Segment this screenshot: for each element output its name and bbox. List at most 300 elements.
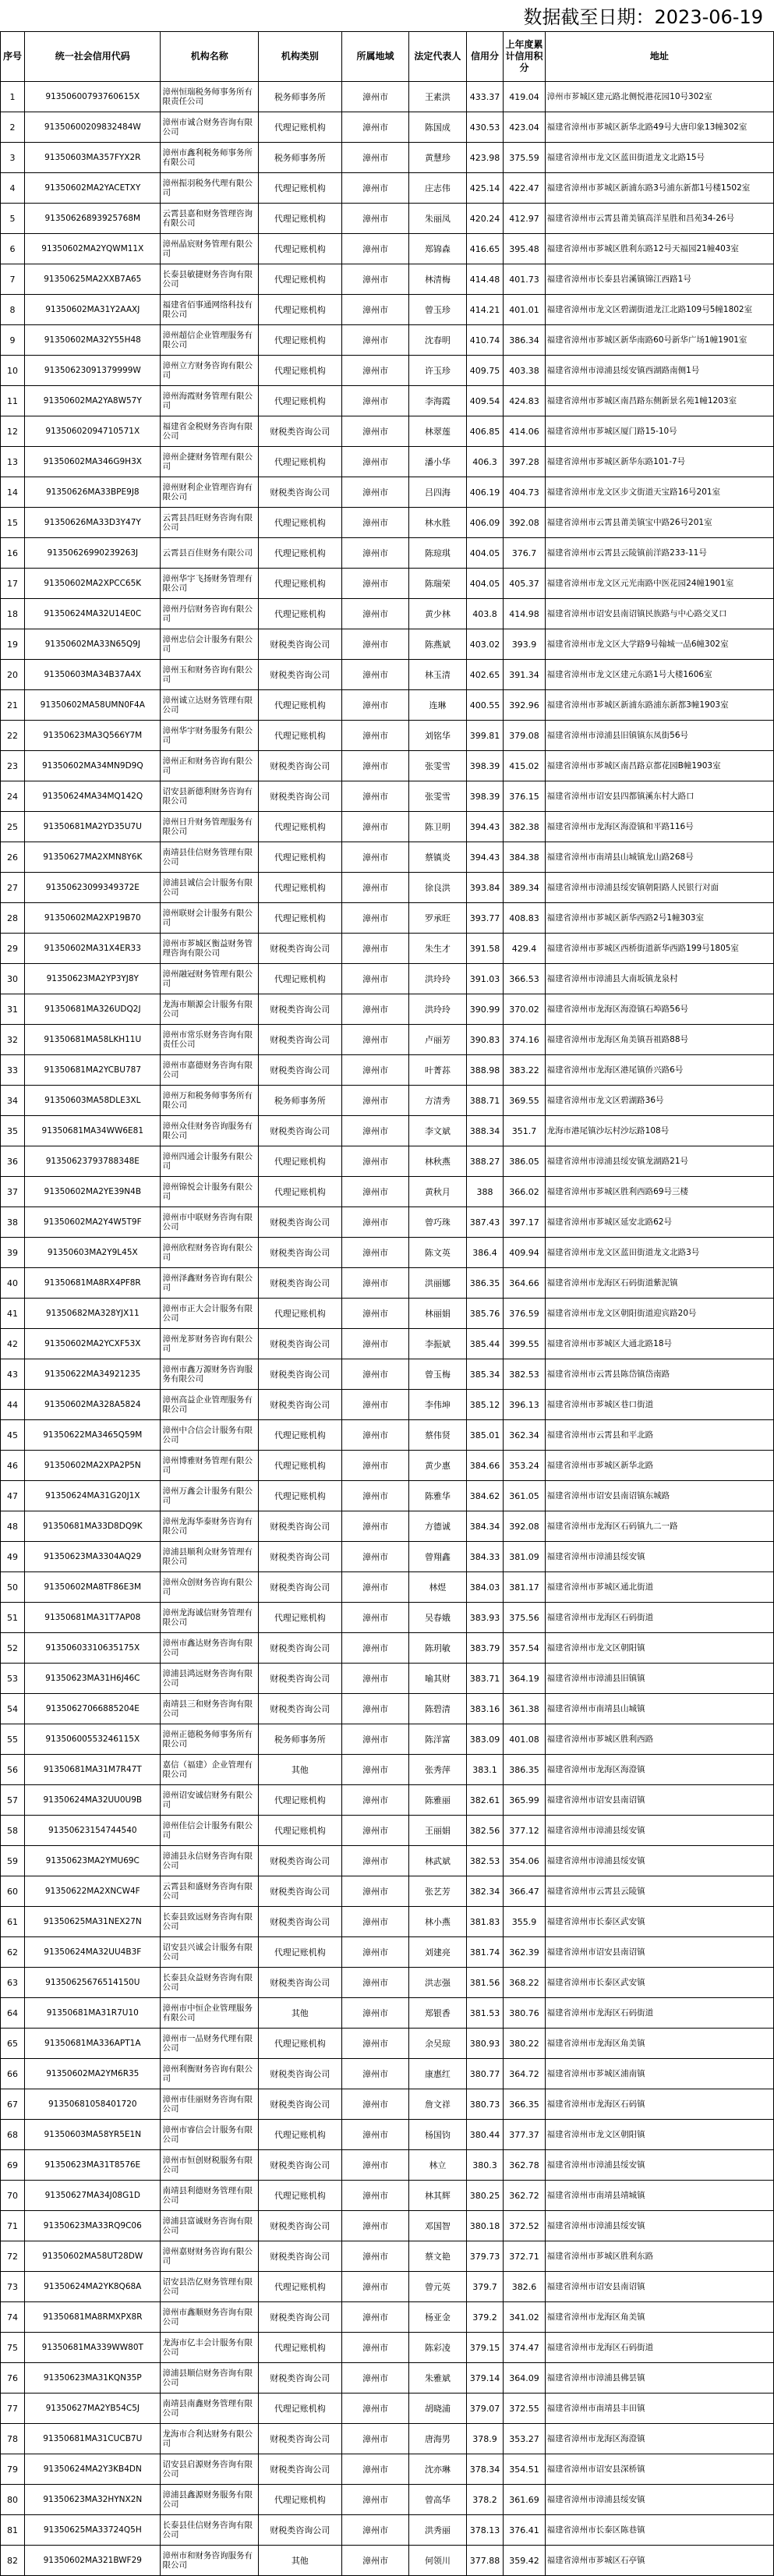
cell-credit-score: 406.85 (466, 416, 504, 447)
cell-seq: 35 (1, 1116, 25, 1146)
cell-agency-name: 漳州市佳丽财务咨询有限公司 (161, 2089, 259, 2120)
cell-region: 漳州市 (341, 234, 409, 264)
cell-address: 福建省漳州市龙海区石码街道 (545, 1603, 773, 1633)
cell-credit-code: 91350681MA336APT1A (25, 2029, 161, 2059)
cell-credit-code: 91350602MA2XP19B70 (25, 903, 161, 934)
cell-prev-year-score: 377.37 (504, 2120, 545, 2150)
cell-address: 福建省漳州市芗城区西桥街道新华西路199号1805室 (545, 934, 773, 964)
cell-agency-type: 代理记账机构 (259, 1603, 342, 1633)
cell-legal-rep: 曾高华 (409, 2485, 466, 2515)
cell-agency-type: 代理记账机构 (259, 2272, 342, 2302)
cell-credit-score: 379.07 (466, 2394, 504, 2424)
cell-credit-score: 390.83 (466, 1025, 504, 1055)
table-row (1, 2302, 774, 2333)
cell-agency-name: 漳州华宇财务服务有限公司 (161, 721, 259, 751)
cell-address: 福建省漳州市漳浦县绥安镇 (545, 2485, 773, 2515)
table-row (1, 2272, 774, 2302)
cell-prev-year-score: 419.04 (504, 82, 545, 112)
cell-agency-name: 漳州华宇飞扬财务管理有限公司 (161, 569, 259, 599)
cell-credit-code: 91350602MA31Y2AAXJ (25, 295, 161, 325)
cell-agency-name: 漳州正德税务师事务所有限公司 (161, 1724, 259, 1755)
cell-address: 福建省漳州市长泰区陈巷镇 (545, 2515, 773, 2546)
cell-credit-code: 91350681MA33D8DQ9K (25, 1511, 161, 1542)
cell-credit-score: 406.19 (466, 477, 504, 508)
cell-region: 漳州市 (341, 2211, 409, 2241)
table-row (1, 1694, 774, 1724)
cell-agency-type: 代理记账机构 (259, 1146, 342, 1177)
cell-address: 福建省漳州市云霄县莆美镇高洋星胜和昌苑34-26号 (545, 204, 773, 234)
cell-agency-name: 长泰县众益财务咨询有限公司 (161, 1968, 259, 1998)
cell-credit-score: 433.37 (466, 82, 504, 112)
cell-region: 漳州市 (341, 356, 409, 386)
cell-agency-name: 漳州中合信会计服务有限公司 (161, 1420, 259, 1451)
cell-agency-name: 漳州龙芗财务咨询有限公司 (161, 1329, 259, 1359)
cell-credit-score: 383.93 (466, 1603, 504, 1633)
table-row (1, 721, 774, 751)
cell-agency-type: 税务师事务所 (259, 1086, 342, 1116)
table-row (1, 660, 774, 690)
header-row (1, 32, 774, 82)
cell-agency-name: 漳州万和税务师事务所有限公司 (161, 1086, 259, 1116)
cell-agency-name: 云霄县百佳财务有限公司 (161, 538, 259, 569)
cell-agency-name: 龙海市顺源会计服务有限公司 (161, 994, 259, 1025)
cell-legal-rep: 洪秀丽 (409, 2515, 466, 2546)
cell-region: 漳州市 (341, 2302, 409, 2333)
cell-seq: 49 (1, 1542, 25, 1572)
cell-prev-year-score: 368.22 (504, 1968, 545, 1998)
cell-agency-name: 漳州万鑫会计服务有限公司 (161, 1481, 259, 1511)
cell-legal-rep: 林翠莲 (409, 416, 466, 447)
cell-credit-score: 377.88 (466, 2546, 504, 2576)
cell-legal-rep: 陈文英 (409, 1238, 466, 1268)
cell-legal-rep: 胡晓浦 (409, 2394, 466, 2424)
cell-seq: 14 (1, 477, 25, 508)
cell-credit-score: 380.18 (466, 2211, 504, 2241)
cell-legal-rep: 王丽娟 (409, 1816, 466, 1846)
cell-seq: 29 (1, 934, 25, 964)
cell-credit-score: 394.43 (466, 812, 504, 842)
cell-legal-rep: 方德诚 (409, 1511, 466, 1542)
cell-address: 福建省漳州市龙海区角美镇吾祖路88号 (545, 1025, 773, 1055)
cell-credit-code: 91350600209832484W (25, 112, 161, 143)
cell-agency-type: 财税类咨询公司 (259, 1846, 342, 1876)
cell-agency-type: 其他 (259, 2546, 342, 2576)
table-row (1, 356, 774, 386)
cell-legal-rep: 洪玲玲 (409, 994, 466, 1025)
cell-address: 福建省漳州市龙文区碧湖路36号 (545, 1086, 773, 1116)
cell-prev-year-score: 392.96 (504, 690, 545, 721)
cell-credit-score: 430.53 (466, 112, 504, 143)
cell-seq: 37 (1, 1177, 25, 1207)
cell-prev-year-score: 364.09 (504, 2363, 545, 2394)
cell-legal-rep: 林其辉 (409, 2181, 466, 2211)
cell-credit-code: 91350603310635175X (25, 1633, 161, 1664)
cell-address: 福建省漳州市龙海区角美镇 (545, 2029, 773, 2059)
cell-region: 漳州市 (341, 295, 409, 325)
cell-credit-score: 410.74 (466, 325, 504, 356)
cell-region: 漳州市 (341, 1390, 409, 1420)
cell-prev-year-score: 392.08 (504, 508, 545, 538)
cell-agency-name: 漳州市鑫万源财务咨询服务有限公司 (161, 1359, 259, 1390)
cell-region: 漳州市 (341, 1603, 409, 1633)
cell-seq: 28 (1, 903, 25, 934)
cell-agency-type: 代理记账机构 (259, 295, 342, 325)
cell-region: 漳州市 (341, 204, 409, 234)
cell-credit-code: 91350681MA2YCBU787 (25, 1055, 161, 1086)
cell-region: 漳州市 (341, 2120, 409, 2150)
cell-legal-rep: 喻其财 (409, 1664, 466, 1694)
table-row (1, 1907, 774, 1937)
cell-agency-name: 漳浦县顺信财务咨询有限公司 (161, 2363, 259, 2394)
cell-region: 漳州市 (341, 1511, 409, 1542)
cell-prev-year-score: 353.24 (504, 1451, 545, 1481)
cell-prev-year-score: 415.02 (504, 751, 545, 781)
cell-agency-name: 漳州市鑫顺财务咨询有限公司 (161, 2302, 259, 2333)
cell-prev-year-score: 414.98 (504, 599, 545, 629)
cell-region: 漳州市 (341, 1876, 409, 1907)
cell-legal-rep: 刘建亮 (409, 1937, 466, 1968)
cell-address: 龙海市港尾镇沙坛村沙坛路108号 (545, 1116, 773, 1146)
cell-credit-code: 91350681MA31T7AP08 (25, 1603, 161, 1633)
cell-agency-type: 代理记账机构 (259, 1937, 342, 1968)
table-row (1, 1025, 774, 1055)
cell-agency-type: 财税类咨询公司 (259, 934, 342, 964)
cell-address: 福建省漳州市龙文区建元东路1号大楼1606室 (545, 660, 773, 690)
cell-legal-rep: 蔡伟贤 (409, 1420, 466, 1451)
cell-region: 漳州市 (341, 1025, 409, 1055)
cell-credit-code: 91350623099349372E (25, 873, 161, 903)
cell-seq: 31 (1, 994, 25, 1025)
cell-region: 漳州市 (341, 2333, 409, 2363)
cell-region: 漳州市 (341, 386, 409, 416)
cell-seq: 79 (1, 2454, 25, 2485)
cell-agency-type: 财税类咨询公司 (259, 2302, 342, 2333)
cell-credit-score: 386.35 (466, 1268, 504, 1299)
cell-region: 漳州市 (341, 508, 409, 538)
cell-agency-name: 漳州恒瑞税务师事务所有限责任公司 (161, 82, 259, 112)
table-row (1, 903, 774, 934)
table-row (1, 2150, 774, 2181)
table-row (1, 994, 774, 1025)
cell-prev-year-score: 392.08 (504, 1511, 545, 1542)
cell-prev-year-score: 372.55 (504, 2394, 545, 2424)
cell-agency-name: 漳州财利企业管理咨询有限公司 (161, 477, 259, 508)
cell-credit-score: 383.16 (466, 1694, 504, 1724)
cell-credit-score: 383.71 (466, 1664, 504, 1694)
cell-agency-name: 漳州龙海诚信财务管理有限公司 (161, 1603, 259, 1633)
cell-agency-type: 代理记账机构 (259, 325, 342, 356)
cell-agency-name: 漳州高益企业管理服务有限公司 (161, 1390, 259, 1420)
table-row (1, 1542, 774, 1572)
cell-seq: 43 (1, 1359, 25, 1390)
cell-legal-rep: 何领川 (409, 2546, 466, 2576)
cell-region: 漳州市 (341, 751, 409, 781)
cell-legal-rep: 张秀萍 (409, 1755, 466, 1785)
cell-agency-name: 漳州锦悦会计服务有限公司 (161, 1177, 259, 1207)
cell-agency-name: 漳州振羽税务代理有限公司 (161, 173, 259, 204)
cell-agency-name: 漳州四通会计服务有限公司 (161, 1146, 259, 1177)
cell-prev-year-score: 391.34 (504, 660, 545, 690)
cell-legal-rep: 叶菁荪 (409, 1055, 466, 1086)
cell-legal-rep: 卢丽芳 (409, 1025, 466, 1055)
cell-credit-code: 91350623MA33RQ9C06 (25, 2211, 161, 2241)
cell-legal-rep: 陈雅丽 (409, 1785, 466, 1816)
cell-legal-rep: 张雯雪 (409, 781, 466, 812)
cell-region: 漳州市 (341, 1846, 409, 1876)
cell-region: 漳州市 (341, 2029, 409, 2059)
cell-credit-code: 91350623MA31KQN35P (25, 2363, 161, 2394)
cell-credit-code: 91350624MA32UU4B3F (25, 1937, 161, 1968)
table-row (1, 264, 774, 295)
cell-legal-rep: 郑银香 (409, 1998, 466, 2029)
cell-prev-year-score: 389.34 (504, 873, 545, 903)
table-row (1, 629, 774, 660)
cell-seq: 69 (1, 2150, 25, 2181)
cell-seq: 9 (1, 325, 25, 356)
cell-agency-name: 漳州市和财务咨询服务有限公司 (161, 2546, 259, 2576)
cell-prev-year-score: 383.22 (504, 1055, 545, 1086)
cell-legal-rep: 王素洪 (409, 82, 466, 112)
cell-address: 福建省漳州市南靖县靖城镇 (545, 2181, 773, 2211)
header-region: 所属地域 (341, 32, 409, 82)
cell-address: 福建省漳州市诏安县四都镇溪东村大路口 (545, 781, 773, 812)
cell-agency-type: 财税类咨询公司 (259, 660, 342, 690)
table-row (1, 1177, 774, 1207)
cell-prev-year-score: 397.17 (504, 1207, 545, 1238)
cell-agency-type: 财税类咨询公司 (259, 416, 342, 447)
cell-seq: 59 (1, 1846, 25, 1876)
cell-credit-code: 91350602MA8TF86E3M (25, 1572, 161, 1603)
cell-credit-score: 403.8 (466, 599, 504, 629)
agency-credit-table (0, 31, 774, 2576)
cell-prev-year-score: 382.38 (504, 812, 545, 842)
cell-prev-year-score: 365.99 (504, 1785, 545, 1816)
cell-prev-year-score: 341.02 (504, 2302, 545, 2333)
cell-prev-year-score: 382.53 (504, 1359, 545, 1390)
cell-agency-name: 漳州市常乐财务咨询有限责任公司 (161, 1025, 259, 1055)
cell-seq: 66 (1, 2059, 25, 2089)
cell-address: 福建省漳州市龙海区石码街道紫泥镇 (545, 1268, 773, 1299)
cell-credit-code: 91350681MA31CUCB7U (25, 2424, 161, 2454)
cell-seq: 74 (1, 2302, 25, 2333)
cell-credit-code: 91350603MA357FYX2R (25, 143, 161, 173)
table-row (1, 1846, 774, 1876)
cell-credit-score: 385.34 (466, 1359, 504, 1390)
table-row (1, 2546, 774, 2576)
cell-agency-type: 财税类咨询公司 (259, 1572, 342, 1603)
cell-agency-type: 代理记账机构 (259, 2181, 342, 2211)
cell-region: 漳州市 (341, 1694, 409, 1724)
table-row (1, 2241, 774, 2272)
cell-credit-code: 91350626MA33D3Y47Y (25, 508, 161, 538)
table-row (1, 842, 774, 873)
cell-credit-code: 91350602MA33N65Q9J (25, 629, 161, 660)
cell-agency-name: 漳州博雅财务管理有限公司 (161, 1451, 259, 1481)
cell-address: 福建省漳州市芗城区胜利东路 (545, 2241, 773, 2272)
cell-credit-code: 91350623MA3Q566Y7M (25, 721, 161, 751)
cell-region: 漳州市 (341, 1937, 409, 1968)
cell-credit-score: 379.15 (466, 2333, 504, 2363)
cell-agency-type: 代理记账机构 (259, 903, 342, 934)
cell-seq: 40 (1, 1268, 25, 1299)
cell-credit-code: 91350602MA2YA8W57Y (25, 386, 161, 416)
cell-agency-name: 长泰县致远财务咨询有限公司 (161, 1907, 259, 1937)
cell-legal-rep: 陈雅华 (409, 1481, 466, 1511)
cell-agency-name: 诏安县启源财务咨询有限公司 (161, 2454, 259, 2485)
cell-seq: 24 (1, 781, 25, 812)
cell-region: 漳州市 (341, 1664, 409, 1694)
cell-address: 福建省漳州市云霄县云陵镇 (545, 1876, 773, 1907)
table-row (1, 2333, 774, 2363)
table-row (1, 1785, 774, 1816)
cell-credit-score: 385.01 (466, 1420, 504, 1451)
cell-legal-rep: 康惠红 (409, 2059, 466, 2089)
cell-credit-code: 91350600793760615X (25, 82, 161, 112)
cell-prev-year-score: 375.56 (504, 1603, 545, 1633)
cell-region: 漳州市 (341, 2059, 409, 2089)
table-row (1, 325, 774, 356)
cell-prev-year-score: 408.83 (504, 903, 545, 934)
cell-region: 漳州市 (341, 690, 409, 721)
cell-credit-code: 91350681MA58LKH11U (25, 1025, 161, 1055)
cell-prev-year-score: 366.35 (504, 2089, 545, 2120)
cell-region: 漳州市 (341, 629, 409, 660)
cell-legal-rep: 林水胜 (409, 508, 466, 538)
cell-credit-score: 385.44 (466, 1329, 504, 1359)
cell-agency-type: 财税类咨询公司 (259, 2241, 342, 2272)
cell-legal-rep: 蔡镇炎 (409, 842, 466, 873)
cell-seq: 65 (1, 2029, 25, 2059)
table-row (1, 2120, 774, 2150)
cell-region: 漳州市 (341, 2454, 409, 2485)
cell-credit-score: 381.83 (466, 1907, 504, 1937)
cell-address: 福建省漳州市芗城区巷口街道 (545, 1390, 773, 1420)
cell-legal-rep: 吴春娥 (409, 1603, 466, 1633)
cell-credit-code: 91350602MA2YCXF53X (25, 1329, 161, 1359)
cell-region: 漳州市 (341, 1968, 409, 1998)
cell-agency-type: 代理记账机构 (259, 1299, 342, 1329)
cell-credit-code: 91350681MA31R7U10 (25, 1998, 161, 2029)
cell-credit-code: 91350627MA34J08G1D (25, 2181, 161, 2211)
cell-region: 漳州市 (341, 1451, 409, 1481)
cell-seq: 2 (1, 112, 25, 143)
cell-legal-rep: 许玉珍 (409, 356, 466, 386)
cell-agency-name: 诏安县兴诚会计服务有限公司 (161, 1937, 259, 1968)
cell-prev-year-score: 366.47 (504, 1876, 545, 1907)
cell-agency-name: 漳州融冠财务管理有限公司 (161, 964, 259, 994)
table-row (1, 1238, 774, 1268)
cell-agency-name: 漳浦县顺利众财务管理有限公司 (161, 1542, 259, 1572)
cell-seq: 21 (1, 690, 25, 721)
cell-prev-year-score: 395.48 (504, 234, 545, 264)
cell-prev-year-score: 380.76 (504, 1998, 545, 2029)
cell-credit-score: 379.2 (466, 2302, 504, 2333)
cell-agency-type: 财税类咨询公司 (259, 1359, 342, 1390)
table-row (1, 1937, 774, 1968)
cell-legal-rep: 黄慧珍 (409, 143, 466, 173)
cell-credit-score: 403.02 (466, 629, 504, 660)
table-row (1, 1603, 774, 1633)
cell-prev-year-score: 364.66 (504, 1268, 545, 1299)
cell-credit-score: 388.27 (466, 1146, 504, 1177)
cell-agency-name: 漳州市鑫达财务咨询有限公司 (161, 1633, 259, 1664)
table-row (1, 1633, 774, 1664)
cell-address: 福建省漳州市云霄县莆美镇宝中路26号201室 (545, 508, 773, 538)
cell-credit-score: 378.9 (466, 2424, 504, 2454)
cell-agency-type: 代理记账机构 (259, 690, 342, 721)
cell-seq: 5 (1, 204, 25, 234)
cell-seq: 75 (1, 2333, 25, 2363)
cell-agency-type: 财税类咨询公司 (259, 2515, 342, 2546)
cell-legal-rep: 曾玉珍 (409, 295, 466, 325)
cell-agency-type: 财税类咨询公司 (259, 2363, 342, 2394)
cell-region: 漳州市 (341, 721, 409, 751)
cell-agency-name: 龙海市亿丰会计服务有限公司 (161, 2333, 259, 2363)
cell-credit-code: 91350602MA2YQWM11X (25, 234, 161, 264)
cell-credit-score: 386.4 (466, 1238, 504, 1268)
cell-agency-name: 漳州超信企业管理服务有限公司 (161, 325, 259, 356)
cell-agency-type: 财税类咨询公司 (259, 1968, 342, 1998)
cell-seq: 48 (1, 1511, 25, 1542)
cell-credit-score: 382.61 (466, 1785, 504, 1816)
cell-region: 漳州市 (341, 477, 409, 508)
cell-address: 福建省漳州市龙海区石码街道 (545, 1998, 773, 2029)
cell-credit-code: 91350602MA321BWF29 (25, 2546, 161, 2576)
cell-address: 福建省漳州市龙文区蓝田街道龙文北路3号 (545, 1238, 773, 1268)
cell-prev-year-score: 412.97 (504, 204, 545, 234)
cell-address: 福建省漳州市龙海区角美镇 (545, 2302, 773, 2333)
cell-address: 福建省漳州市芗城区石亭镇 (545, 2546, 773, 2576)
cell-credit-code: 91350623MA2YP3YJ8Y (25, 964, 161, 994)
cell-legal-rep: 曾巧珠 (409, 1207, 466, 1238)
cell-agency-name: 漳州晶宸财务管理有限公司 (161, 234, 259, 264)
cell-credit-score: 414.48 (466, 264, 504, 295)
cell-prev-year-score: 376.7 (504, 538, 545, 569)
cell-agency-type: 财税类咨询公司 (259, 2211, 342, 2241)
table-row (1, 1481, 774, 1511)
cell-credit-code: 91350681MA326UDQ2J (25, 994, 161, 1025)
cell-region: 漳州市 (341, 82, 409, 112)
cell-legal-rep: 蔡文艳 (409, 2241, 466, 2272)
table-row (1, 690, 774, 721)
cell-legal-rep: 杨亚金 (409, 2302, 466, 2333)
cell-agency-type: 财税类咨询公司 (259, 1055, 342, 1086)
cell-legal-rep: 李文斌 (409, 1116, 466, 1146)
cell-seq: 27 (1, 873, 25, 903)
cell-seq: 38 (1, 1207, 25, 1238)
cell-seq: 33 (1, 1055, 25, 1086)
cell-prev-year-score: 370.02 (504, 994, 545, 1025)
cell-agency-name: 漳州正和财务咨询有限公司 (161, 751, 259, 781)
cell-address: 福建省漳州市龙海区海澄镇和平路116号 (545, 812, 773, 842)
cell-credit-score: 414.21 (466, 295, 504, 325)
cell-credit-code: 91350624MA32U14E0C (25, 599, 161, 629)
cell-credit-code: 91350626990239263J (25, 538, 161, 569)
cell-credit-code: 91350623MA2YMU69C (25, 1846, 161, 1876)
cell-seq: 42 (1, 1329, 25, 1359)
cell-legal-rep: 沈春明 (409, 325, 466, 356)
cell-address: 福建省漳州市芗城区胜利西路 (545, 1724, 773, 1755)
cell-address: 福建省漳州市龙海区石码镇九二一路 (545, 1511, 773, 1542)
cell-legal-rep: 余吴琼 (409, 2029, 466, 2059)
cell-region: 漳州市 (341, 1359, 409, 1390)
cell-agency-type: 财税类咨询公司 (259, 1694, 342, 1724)
cell-credit-score: 381.74 (466, 1937, 504, 1968)
cell-region: 漳州市 (341, 416, 409, 447)
cell-seq: 41 (1, 1299, 25, 1329)
cell-prev-year-score: 376.15 (504, 781, 545, 812)
cell-agency-type: 其他 (259, 1755, 342, 1785)
